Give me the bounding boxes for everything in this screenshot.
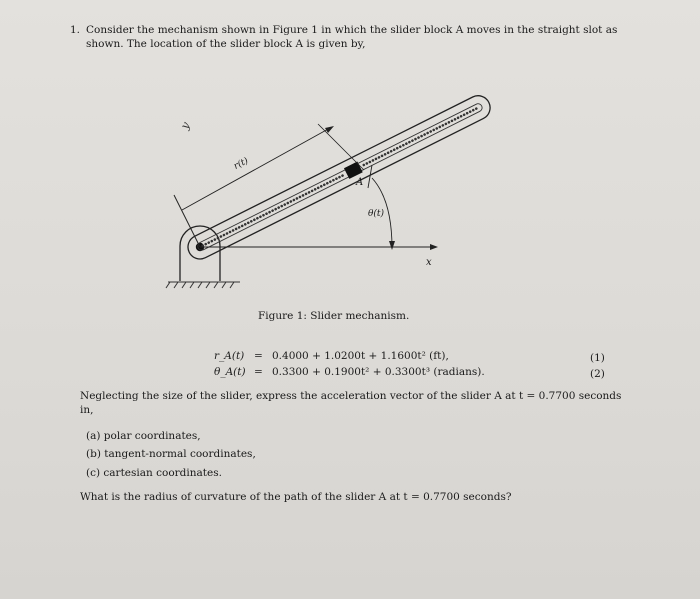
chain-link bbox=[280, 204, 283, 207]
r-label: r(t) bbox=[232, 156, 251, 172]
chain-link bbox=[380, 154, 383, 157]
chain-link bbox=[341, 174, 344, 177]
chain-link bbox=[402, 143, 405, 146]
chain-link bbox=[292, 198, 295, 201]
question-part-c: (c) cartesian coordinates. bbox=[86, 467, 222, 479]
chain-link bbox=[462, 113, 465, 116]
chain-link bbox=[268, 210, 271, 213]
chain-link bbox=[414, 137, 417, 140]
chain-link bbox=[441, 124, 444, 127]
chain-link bbox=[365, 162, 368, 165]
slot-arm bbox=[184, 92, 494, 263]
chain-link bbox=[204, 242, 207, 245]
chain-link bbox=[472, 108, 475, 111]
question-line-2: in, bbox=[80, 404, 94, 416]
chain-link bbox=[271, 209, 274, 212]
figure-caption: Figure 1: Slider mechanism. bbox=[258, 310, 410, 322]
equation-1-rhs: 0.4000 + 1.0200t + 1.1600t² (ft), bbox=[272, 350, 449, 362]
chain-link bbox=[231, 229, 234, 232]
chain-link bbox=[289, 200, 292, 203]
chain-link bbox=[256, 217, 259, 220]
chain-link bbox=[310, 189, 313, 192]
y-axis-label: y bbox=[178, 119, 193, 132]
chain-link bbox=[307, 191, 310, 194]
chain-link bbox=[295, 197, 298, 200]
theta-label: θ(t) bbox=[368, 209, 385, 219]
equation-2-number: (2) bbox=[590, 368, 605, 380]
chain-link bbox=[396, 146, 399, 149]
y-axis bbox=[174, 195, 200, 247]
chain-link bbox=[323, 183, 326, 186]
chain-link bbox=[265, 212, 268, 215]
chain-link bbox=[304, 192, 307, 195]
chain-link bbox=[335, 177, 338, 180]
chain-link bbox=[438, 125, 441, 128]
chain-link bbox=[210, 239, 213, 242]
chain-link bbox=[399, 145, 402, 148]
chain-link bbox=[447, 121, 450, 124]
chain-link bbox=[283, 203, 286, 206]
chain-link bbox=[389, 150, 392, 153]
equation-1-rel: = bbox=[254, 350, 263, 362]
problem-intro-line-2: shown. The location of the slider block A is given by, bbox=[86, 38, 366, 50]
equation-1-lhs: r_A(t) bbox=[214, 350, 245, 362]
chain-link bbox=[237, 226, 240, 229]
chain-link bbox=[371, 159, 374, 162]
chain-link bbox=[225, 232, 228, 235]
chain-link bbox=[368, 160, 371, 163]
chain-link bbox=[259, 215, 262, 218]
chain-link bbox=[392, 148, 395, 151]
chain-link bbox=[326, 181, 329, 184]
chain-link bbox=[316, 186, 319, 189]
chain-link bbox=[262, 213, 265, 216]
chain-link bbox=[329, 180, 332, 183]
chain-link bbox=[274, 207, 277, 210]
radius-question: What is the radius of curvature of the path of the slider A at t = 0.7700 seconds? bbox=[80, 491, 512, 503]
chain-link bbox=[468, 110, 471, 113]
chain-link bbox=[417, 136, 420, 139]
chain-link bbox=[374, 157, 377, 160]
chain-link bbox=[429, 130, 432, 133]
question-part-a: (a) polar coordinates, bbox=[86, 430, 201, 442]
chain-link bbox=[435, 127, 438, 130]
chain-link bbox=[411, 139, 414, 142]
equation-2-rhs: 0.3300 + 0.1900t² + 0.3300t³ (radians). bbox=[272, 366, 485, 378]
chain-link bbox=[475, 107, 478, 110]
chain-link bbox=[386, 151, 389, 154]
chain-link bbox=[207, 241, 210, 244]
chain-link bbox=[423, 133, 426, 136]
chain-link bbox=[338, 175, 341, 178]
chain-link bbox=[465, 111, 468, 114]
chain-link bbox=[450, 119, 453, 122]
chain-link bbox=[405, 142, 408, 145]
chain-link bbox=[247, 221, 250, 224]
chain-link bbox=[444, 122, 447, 125]
chain-link bbox=[219, 235, 222, 238]
chain-link bbox=[320, 185, 323, 188]
chain-link bbox=[253, 218, 256, 221]
problem-intro-line-1: Consider the mechanism shown in Figure 1 in which the slider block A moves in the straight slot as bbox=[86, 24, 618, 36]
chain-link bbox=[332, 178, 335, 181]
question-line-1: Neglecting the size of the slider, express the acceleration vector of the slider A at t = 0.7700 seconds bbox=[80, 390, 622, 402]
equation-2-lhs: θ_A(t) bbox=[214, 366, 246, 378]
chain-link bbox=[408, 140, 411, 143]
chain-link bbox=[243, 223, 246, 226]
chain-link bbox=[362, 163, 365, 166]
chain-link bbox=[301, 194, 304, 197]
chain-link bbox=[298, 195, 301, 198]
chain-link bbox=[377, 156, 380, 159]
chain-link bbox=[277, 206, 280, 209]
chain-link bbox=[383, 153, 386, 156]
question-part-b: (b) tangent-normal coordinates, bbox=[86, 448, 256, 460]
chain-link bbox=[426, 131, 429, 134]
chain-link bbox=[213, 238, 216, 241]
chain-link bbox=[234, 227, 237, 230]
theta-arrowhead bbox=[389, 241, 395, 250]
slider-label: A bbox=[356, 177, 364, 188]
ground bbox=[166, 282, 240, 288]
chain-link bbox=[459, 115, 462, 118]
chain-link bbox=[456, 116, 459, 119]
equation-2-rel: = bbox=[254, 366, 263, 378]
equation-1-number: (1) bbox=[590, 352, 605, 364]
problem-number: 1. bbox=[70, 24, 81, 36]
chain-link bbox=[453, 118, 456, 121]
chain-link bbox=[286, 201, 289, 204]
chain-link bbox=[240, 224, 243, 227]
x-axis-arrowhead bbox=[430, 244, 438, 250]
chain-link bbox=[432, 128, 435, 131]
x-axis-label: x bbox=[426, 257, 432, 268]
chain-link bbox=[313, 188, 316, 191]
chain-link bbox=[228, 230, 231, 233]
chain-link bbox=[222, 233, 225, 236]
chain-link bbox=[420, 134, 423, 137]
chain-link bbox=[250, 220, 253, 223]
